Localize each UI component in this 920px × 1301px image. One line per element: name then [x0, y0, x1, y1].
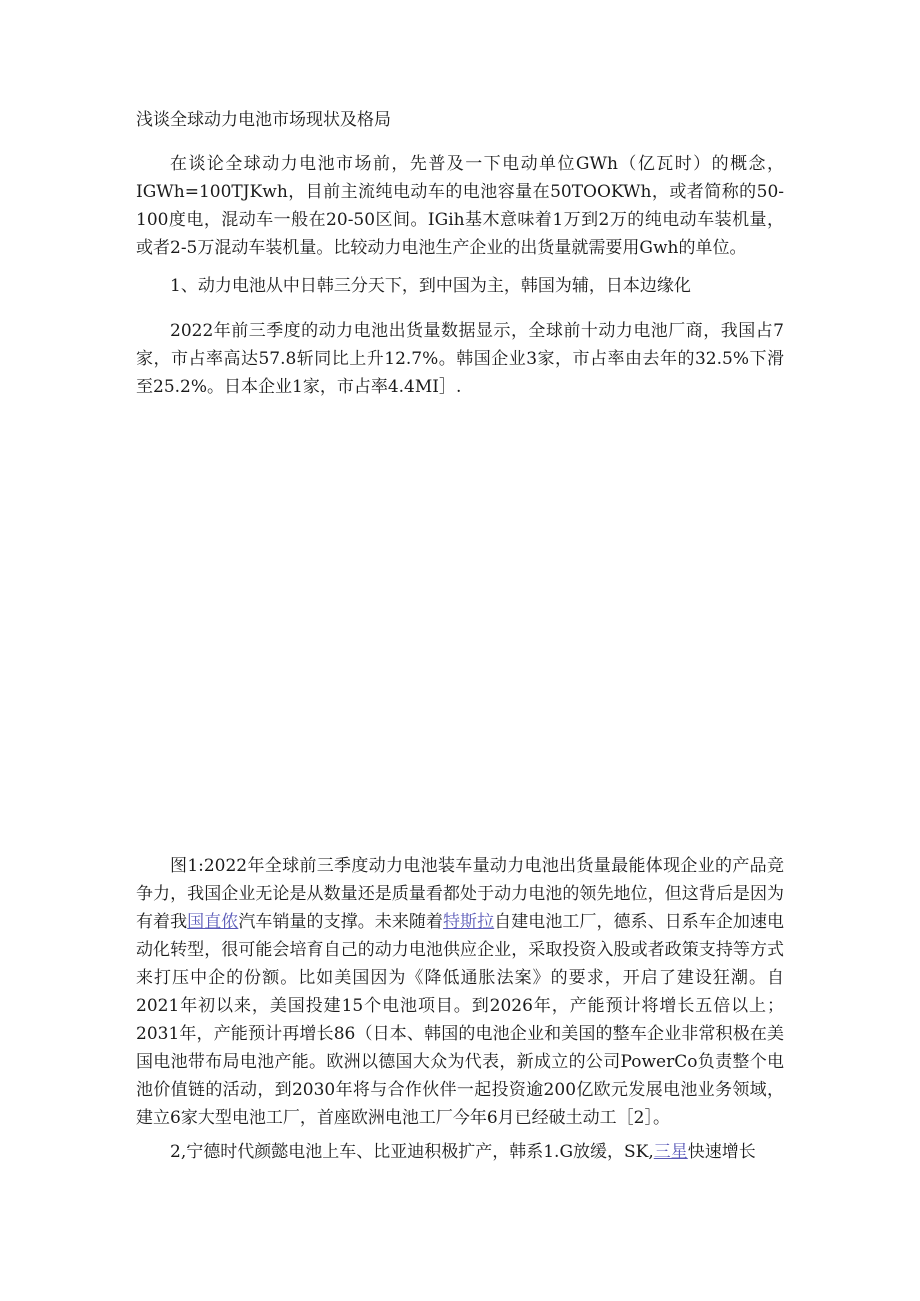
section-1-heading: 1、动力电池从中日韩三分天下，到中国为主，韩国为辅，日本边缘化	[170, 276, 691, 296]
section-2-text-part-2: 快速增长	[687, 1142, 756, 1162]
section-1-paragraph: 2022年前三季度的动力电池出货量数据显示，全球前十动力电池厂商，我国占7家，市占率高达57.8斩同比上升12.7%。韩国企业3家，市占率由去年的32.5%下滑至25.2%。日本企业1家，市占率4.4MI］.	[136, 321, 784, 397]
figure-caption-paragraph	[136, 852, 784, 1132]
section-2-text-part-1: 2,宁德时代颜懿电池上车、比亚迪积极扩产，韩系1.G放缓，SK,	[170, 1142, 654, 1162]
link-guozhinong[interactable]: 国直侬	[187, 912, 239, 932]
link-tesla[interactable]: 特斯拉	[443, 912, 495, 932]
intro-paragraph: 在谈论全球动力电池市场前，先普及一下电动单位GWh（亿瓦时）的概念，IGWh=100TJKwh，目前主流纯电动车的电池容量在50TOOKWh，或者简称的50-100度电，混动车一般在20-50区间。IGih基木意味着1万到2万的纯电动车装机量，或者2-5万混动车装机量。比较动力电池生产企业的出货量就需要用Gwh的单位。	[136, 154, 784, 258]
figure-text-part-1: 图1:2022年全球前三季度动力电池装车量动力电池出货量最能体现企业的产品竞争力，我国企业无论是从数量还是质量看都处于动力电池的领先地位，但这背后是因为有着我	[136, 856, 784, 932]
link-samsung[interactable]: 三星	[653, 1142, 688, 1162]
section-2-heading	[136, 1138, 796, 1166]
figure-text-part-3: 自建电池工厂，德系、日系车企加速电动化转型，很可能会培育自己的动力电池供应企业，采取投资入股或者政策支持等方式来打压中企的份额。比如美国因为《降低通胀法案》的要求，开启了建设狂潮。自2021年初以来，美国投建15个电池项目。到2026年，产能预计将增长五倍以上；2031年，产能预计再增长86（日本、韩国的电池企业和美国的整车企业非常积极在美国电池带布局电池产能。欧洲以德国大众为代表，新成立的公司PowerCo负责整个电池价值链的活动，到2030年将与合作伙伴一起投资逾200亿欧元发展电池业务领域，建立6家大型电池工厂，首座欧洲电池工厂今年6月已经破土动工［2］。	[136, 912, 785, 1128]
document-title: 浅谈全球动力电池市场现状及格局	[136, 110, 391, 130]
figure-text-part-2: 汽车销量的支撑。未来随着	[238, 912, 443, 932]
